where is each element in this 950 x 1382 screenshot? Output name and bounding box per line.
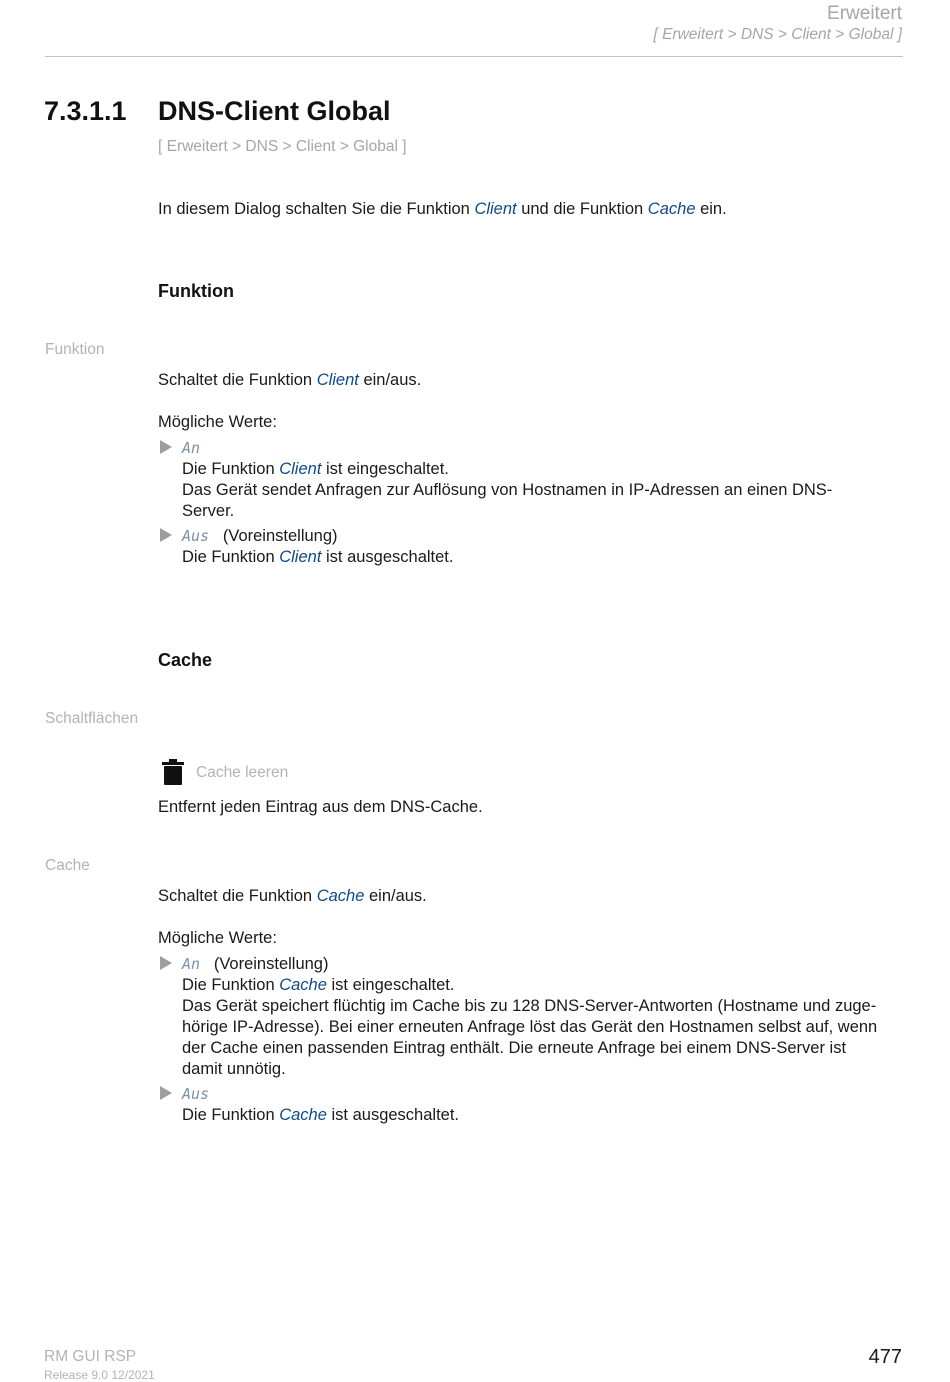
option-default-note: (Voreinstellung) [222, 527, 338, 545]
bullet-triangle-icon [160, 956, 172, 970]
term-cache: Cache [647, 200, 696, 218]
cache-leeren-button[interactable] [160, 757, 300, 787]
term-client: Client [474, 200, 517, 218]
header-divider [45, 56, 903, 57]
bullet-triangle-icon [160, 1086, 172, 1100]
footer-release: Release 9.0 12/2021 [44, 1368, 155, 1382]
funktion-option-aus: Aus (Voreinstellung) Die Funktion Client ist ausgeschaltet. [182, 527, 454, 566]
cache-leeren-description: Entfernt jeden Eintrag aus dem DNS-Cache. [158, 798, 483, 816]
page-title: DNS-Client Global [158, 96, 391, 126]
cache-option-an: An (Voreinstellung) Die Funktion Cache ist eingeschaltet. Das Gerät speichert flüchtig im Cache bis zu 128 DNS-Server-Antworten (Hostname und zuge- hörige IP-Adresse). Bei einer erneuten Anfrage löst das Gerät den Hostnamen selbst auf, wenn der Cache einen passenden Eintrag enthält. Die erneute Anfrage bei einem DNS-Server ist damit unnötig. [182, 955, 878, 1078]
section-number: 7.3.1.1 [44, 96, 127, 126]
funktion-description: Schaltet die Funktion Client ein/aus. [158, 371, 422, 389]
section-heading-cache: Cache [158, 650, 213, 670]
option-value: An [182, 439, 201, 457]
cache-leeren-label: Cache leeren [196, 764, 289, 781]
running-header-path: [ Erweitert > DNS > Client > Global ] [653, 26, 902, 43]
bullet-triangle-icon [160, 440, 172, 454]
cache-description: Schaltet die Funktion Cache ein/aus. [158, 887, 427, 905]
page-number: 477 [868, 1346, 902, 1368]
running-header-title: Erweitert [827, 3, 902, 24]
funktion-values-label: Mögliche Werte: [158, 413, 277, 431]
funktion-option-an: An Die Funktion Client ist eingeschaltet. Das Gerät sendet Anfragen zur Auflösung von Hostnamen in IP-Adressen an einen DNS- Server. [182, 439, 833, 520]
side-label-funktion: Funktion [45, 341, 105, 358]
side-label-cache: Cache [45, 857, 90, 874]
cache-option-aus: Aus Die Funktion Cache ist ausgeschaltet. [182, 1085, 459, 1124]
breadcrumb: [ Erweitert > DNS > Client > Global ] [158, 138, 407, 155]
bullet-triangle-icon [160, 528, 172, 542]
trash-icon [162, 759, 184, 785]
cache-values-label: Mögliche Werte: [158, 929, 277, 947]
intro-paragraph: In diesem Dialog schalten Sie die Funktion Client und die Funktion Cache ein. [158, 200, 727, 218]
section-heading-funktion: Funktion [158, 281, 234, 301]
option-value: An [182, 955, 201, 973]
option-value: Aus [182, 527, 210, 545]
footer-product: RM GUI RSP [44, 1348, 137, 1365]
side-label-schaltflaechen: Schaltflächen [45, 710, 139, 727]
option-default-note: (Voreinstellung) [213, 955, 329, 973]
option-value: Aus [182, 1085, 210, 1103]
